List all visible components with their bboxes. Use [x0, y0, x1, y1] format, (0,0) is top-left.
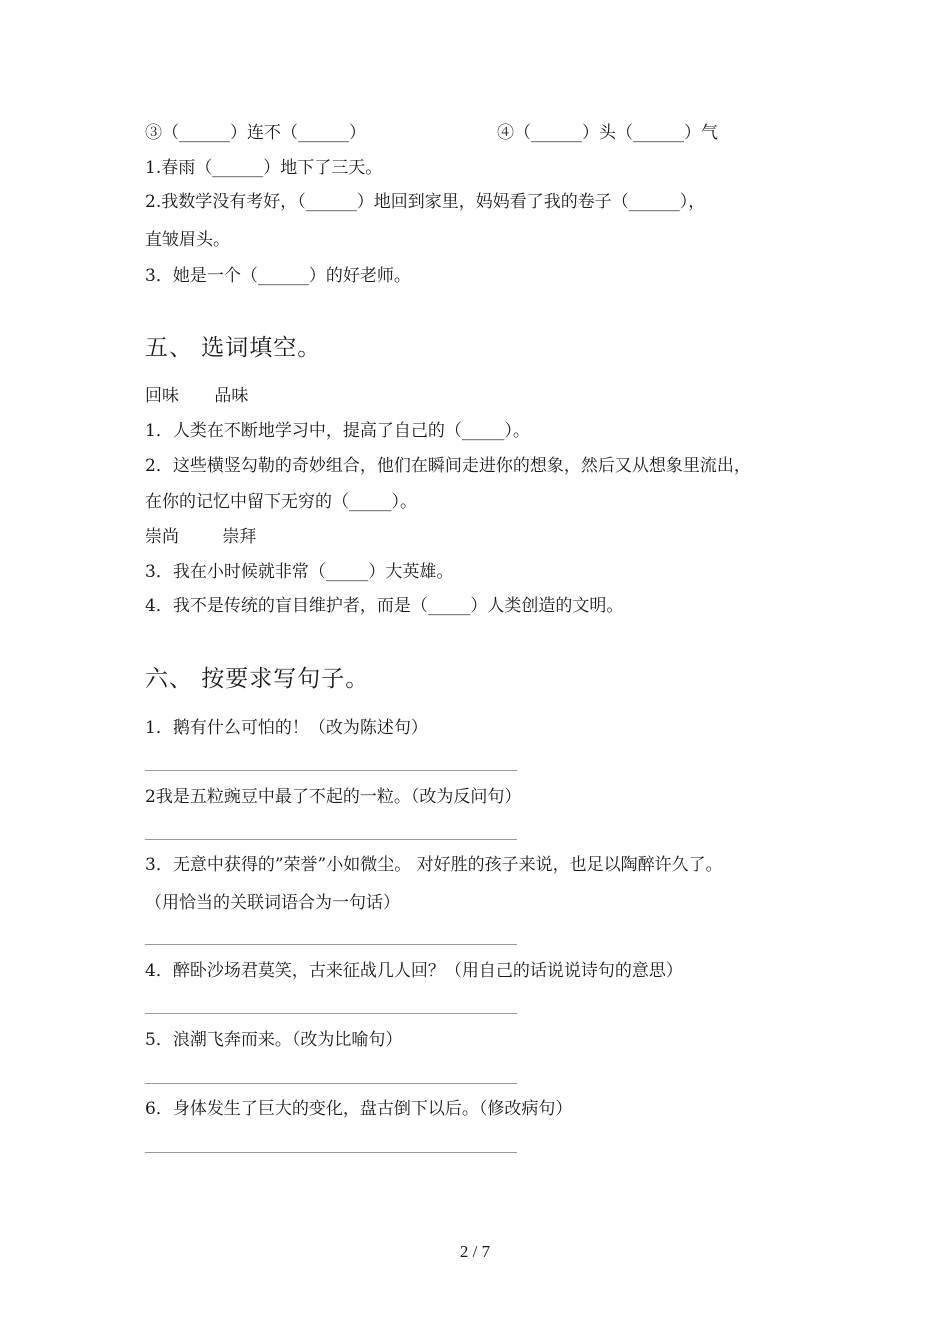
question-6-3-line-2: （用恰当的关联词语合为一句话） — [145, 893, 400, 913]
page-number: 2 / 7 — [459, 1242, 491, 1261]
question-6-3-line-1: 3．无意中获得的”荣誉”小如微尘。 对好胜的孩子来说，也足以陶醉许久了。 — [145, 855, 723, 875]
answer-line-2[interactable] — [145, 839, 517, 840]
question-6-6: 6．身体发生了巨大的变化，盘古倒下以后。（修改病句） — [145, 1099, 573, 1119]
question-6-2: 2我是五粒豌豆中最了不起的一粒。（改为反问句） — [145, 787, 522, 807]
question-5-2-line-1: 2．这些横竖勾勒的奇妙组合，他们在瞬间走进你的想象，然后又从想象里流出， — [145, 456, 751, 476]
fill-sentence-2-line-1: 2.我数学没有考好，（______）地回到家里，妈妈看了我的卷子（______）， — [145, 192, 706, 212]
answer-line-3[interactable] — [145, 944, 517, 945]
idiom-pair-3: ③（______）连不（______） — [145, 123, 366, 143]
section-5-heading: 五、 选词填空。 — [145, 335, 322, 361]
question-5-3: 3．我在小时候就非常（_____）大英雄。 — [145, 562, 454, 582]
answer-line-1[interactable] — [145, 770, 517, 771]
answer-line-6[interactable] — [145, 1152, 517, 1153]
fill-sentence-2-line-2: 直皱眉头。 — [145, 230, 230, 250]
word-choices-1: 回味 品味 — [145, 386, 249, 406]
word-choices-2: 崇尚 崇拜 — [145, 527, 257, 547]
fill-sentence-3: 3．她是一个（______）的好老师。 — [145, 266, 411, 286]
question-6-5: 5．浪潮飞奔而来。（改为比喻句） — [145, 1030, 403, 1050]
answer-line-5[interactable] — [145, 1083, 517, 1084]
question-6-4: 4．醉卧沙场君莫笑，古来征战几人回？（用自己的话说说诗句的意思） — [145, 961, 683, 981]
answer-line-4[interactable] — [145, 1013, 517, 1014]
question-5-1: 1．人类在不断地学习中，提高了自己的（_____）。 — [145, 421, 530, 441]
question-6-1: 1．鹅有什么可怕的！（改为陈述句） — [145, 718, 428, 738]
question-5-2-line-2: 在你的记忆中留下无穷的（_____）。 — [145, 492, 417, 512]
section-6-heading: 六、 按要求写句子。 — [145, 666, 370, 692]
question-5-4: 4．我不是传统的盲目维护者，而是（_____）人类创造的文明。 — [145, 596, 624, 616]
fill-sentence-1: 1.春雨（______）地下了三天。 — [145, 158, 383, 178]
idiom-pair-4: ④（______）头（______）气 — [497, 123, 718, 143]
